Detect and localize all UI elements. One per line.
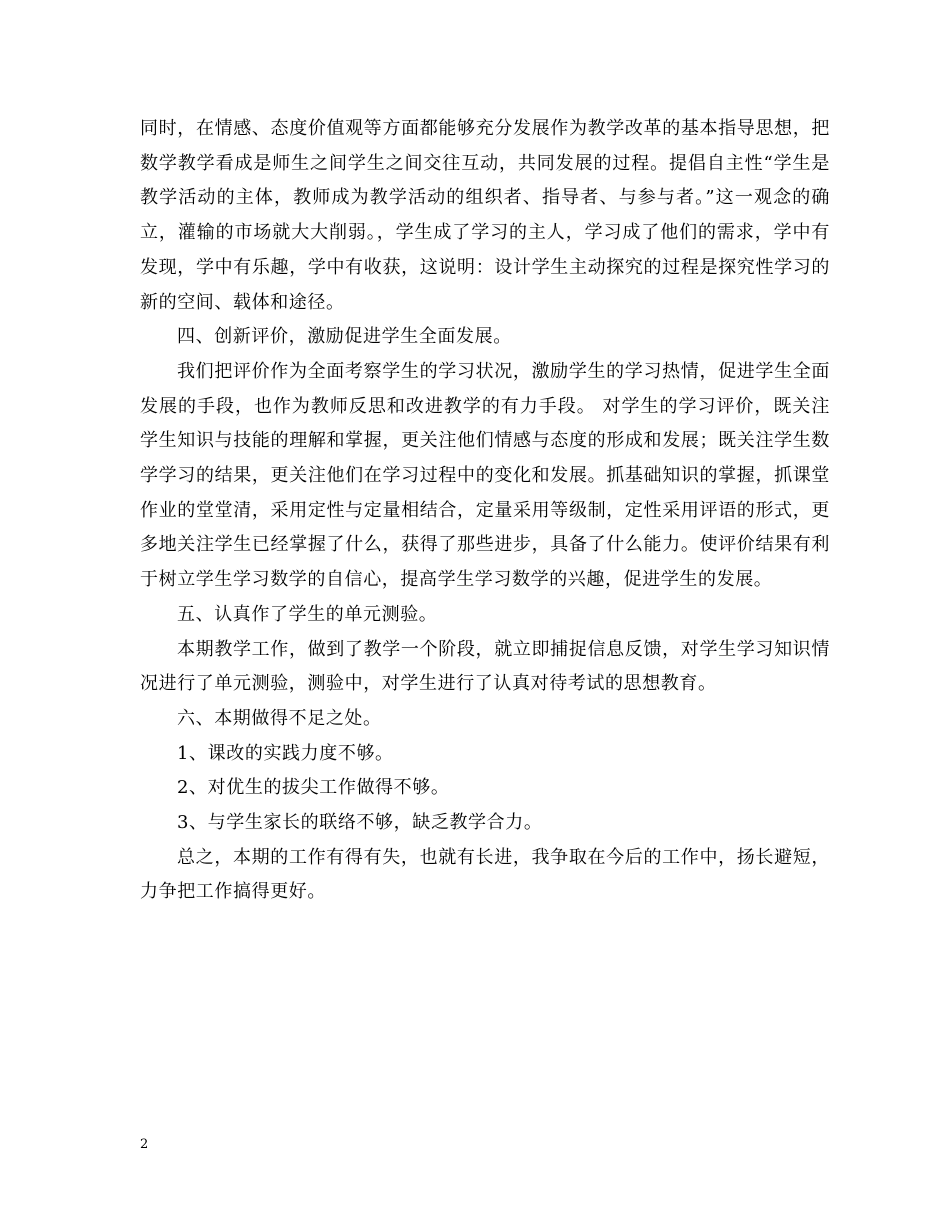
paragraph-continuation: 同时，在情感、态度价值观等方面都能够充分发展作为教学改革的基本指导思想，把数学教学看成是师生之间学生之间交往互动，共同发展的过程。提倡自主性“学生是教学活动的主体，教师成为教学活动的组织者、指导者、与参与者。”这一观念的确立，灌输的市场就大大削弱。，学生成了学习的主人，学习成了他们的需求，学中有发现，学中有乐趣，学中有收获，这说明：设计学生主动探究的过程是探究性学习的新的空间、载体和途径。 <box>140 118 830 313</box>
page-number: 2 <box>140 1137 149 1152</box>
paragraph-unit-test: 本期教学工作，做到了教学一个阶段，就立即捕捉信息反馈，对学生学习知识情况进行了单元测验，测验中，对学生进行了认真对待考试的思想教育。 <box>140 638 830 695</box>
section-heading-5: 五、认真作了学生的单元测验。 <box>177 603 438 625</box>
list-item: 2、对优生的拔尖工作做得不够。 <box>177 777 450 799</box>
list-item: 3、与学生家长的联络不够，缺乏教学合力。 <box>177 812 543 834</box>
section-heading-6: 六、本期做得不足之处。 <box>177 707 382 729</box>
paragraph-evaluation: 我们把评价作为全面考察学生的学习状况，激励学生的学习热情，促进学生全面发展的手段，也作为教师反思和改进教学的有力手段。 对学生的学习评价，既关注学生知识与技能的理解和掌握，更关注他们情感与态度的形成和发展；既关注学生数学学习的结果，更关注他们在学习过程中的变化和发展。抓基础知识的掌握，抓课堂作业的堂堂清，采用定性与定量相结合，定量采用等级制，定性采用评语的形式，更多地关注学生已经掌握了什么，获得了那些进步，具备了什么能力。使评价结果有利于树立学生学习数学的自信心，提高学生学习数学的兴趣，促进学生的发展。 <box>140 360 830 591</box>
document-body <box>140 112 830 910</box>
list-item: 1、课改的实践力度不够。 <box>177 742 394 764</box>
paragraph-conclusion: 总之，本期的工作有得有失，也就有长进，我争取在今后的工作中，扬长避短，力争把工作搞得更好。 <box>140 846 830 903</box>
section-heading-4: 四、创新评价，激励促进学生全面发展。 <box>177 326 512 348</box>
